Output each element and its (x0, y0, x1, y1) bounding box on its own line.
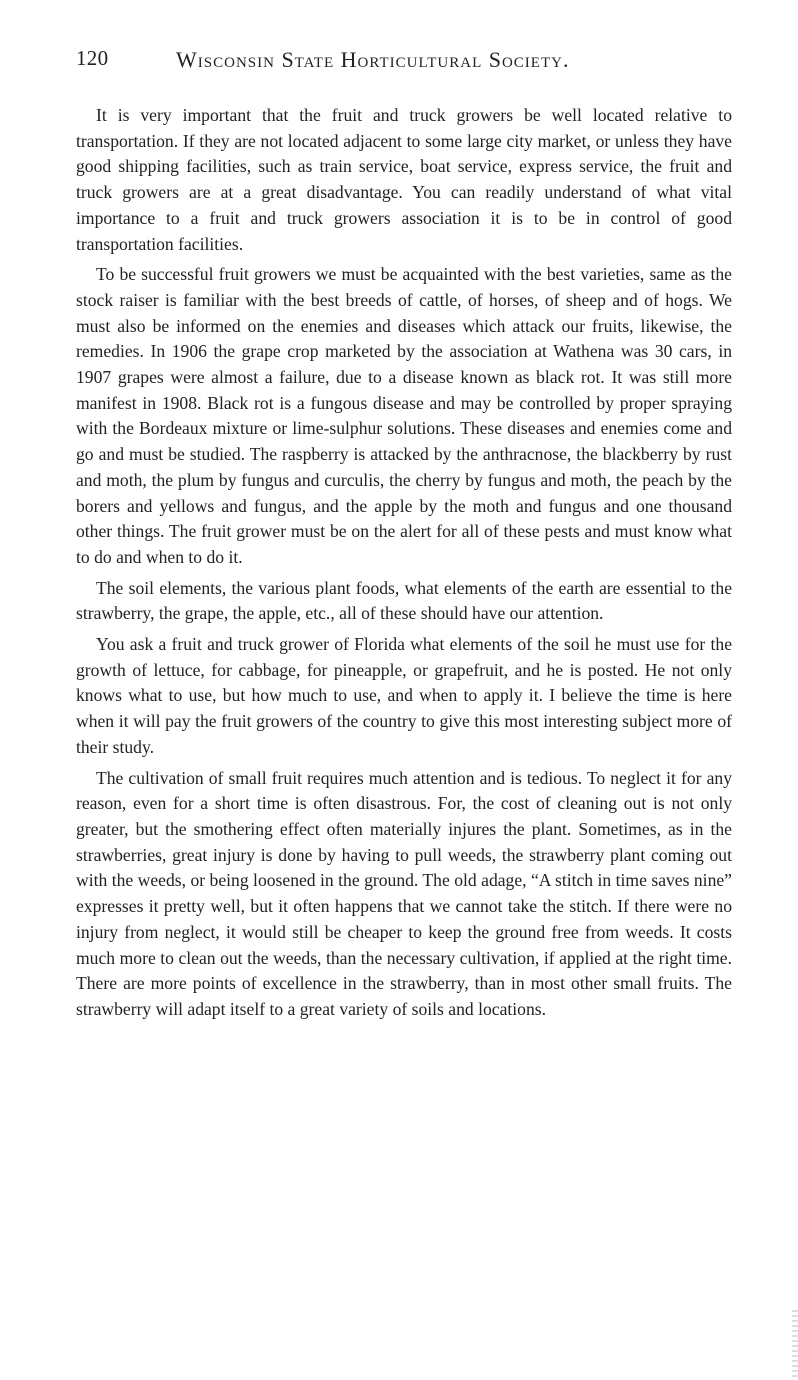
body-text (76, 103, 732, 1028)
paragraph-soil-elements: The soil elements, the various plant foods, what elements of the earth are essential to the strawberry, the grape, the apple, etc., all of these should have our attention. (76, 577, 732, 624)
paragraph-florida-grower: You ask a fruit and truck grower of Florida what elements of the soil he must use for the growth of lettuce, for cabbage, for pineapple, or grapefruit, and he is posted. He not only knows what to use, but how much to use, and when to apply it. I believe the time is here when it will pay the fruit growers of the country to give this most interesting subject more of their study. (76, 634, 732, 757)
page-edge-artifact (792, 1310, 798, 1380)
page-number: 120 (76, 46, 109, 70)
paragraph-varieties-and-diseases: To be successful fruit growers we must be acquainted with the best varieties, same as the stock raiser is familiar with the best breeds of cattle, of horses, of sheep and of hogs. We must also be informed on the enemies and diseases which attack our fruits, likewise, the remedies. In 1906 the grape crop marketed by the association at Wathena was 30 cars, in 1907 grapes were almost a failure, due to a disease known as black rot. It was still more manifest in 1908. Black rot is a fungous disease and may be controlled by proper spraying with the Bordeaux mixture or lime-sulphur solutions. These diseases and enemies come and go and must be studied. The raspberry is attacked by the anthracnose, the blackberry by rust and moth, the plum by fungus and curculis, the cherry by fungus and moth, the peach by the borers and yellows and fungus, and the apple by the moth and fungus and one thousand other things. The fruit grower must be on the alert for all of these pests and must know what to do and when to do it. (76, 264, 732, 567)
running-head (76, 46, 646, 76)
paragraph-cultivation: The cultivation of small fruit requires much attention and is tedious. To neglect it for any reason, even for a short time is often disastrous. For, the cost of cleaning out is not only greater, but the smothering effect often materially injures the plant. Sometimes, as in the strawberries, great injury is done by having to pull weeds, the strawberry plant coming out with the weeds, or being loosened in the ground. The old adage, “A stitch in time saves nine” expresses it pretty well, but it often happens that we cannot take the stitch. If there were no injury from neglect, it would still be cheaper to keep the ground free from weeds. It costs much more to clean out the weeds, than the necessary cultivation, if applied at the right time. There are more points of excellence in the strawberry, than in most other small fruits. The strawberry will adapt itself to a great variety of soils and locations. (76, 767, 732, 1019)
paragraph-transportation: It is very important that the fruit and truck growers be well located relative to transportation. If they are not located adjacent to some large city market, or unless they have good shipping facilities, such as train service, boat service, express service, the fruit and truck growers are at a great disadvantage. You can readily understand of what vital importance to a fruit and truck growers association it is to be in control of good transportation facilities. (76, 105, 732, 254)
header-title: Wisconsin State Horticultural Society. (176, 47, 570, 72)
